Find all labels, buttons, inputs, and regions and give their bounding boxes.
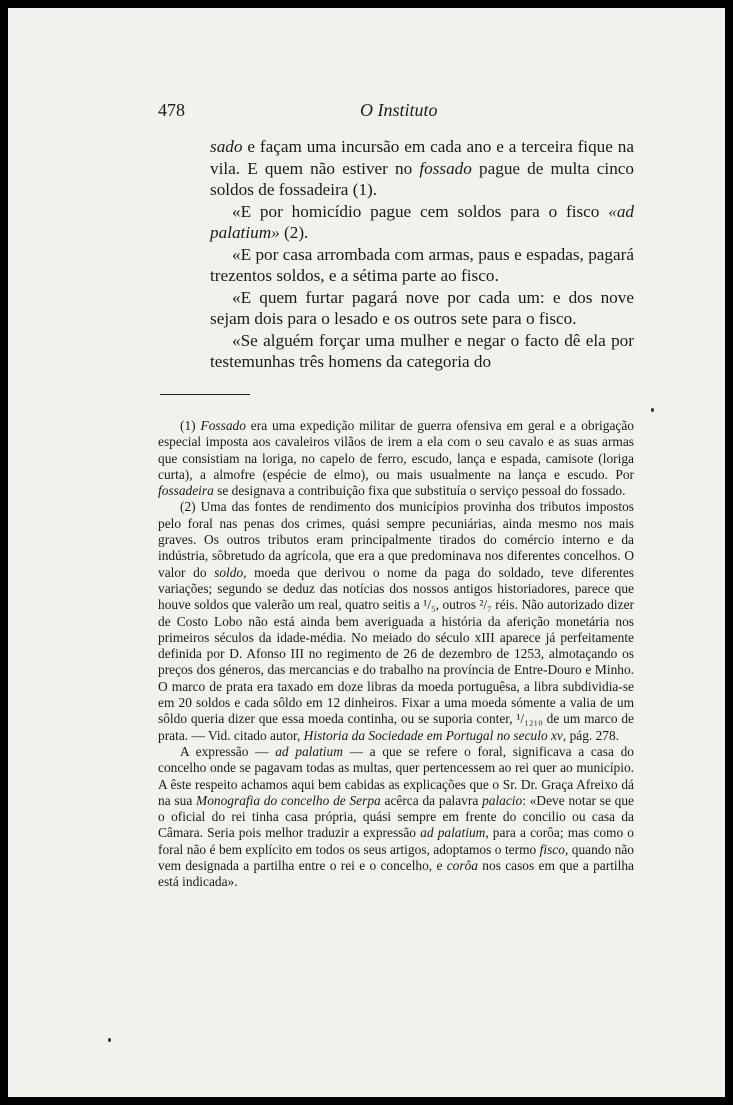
footnote-text: acêrca da palavra: [380, 792, 483, 808]
paragraph-5: «Se alguém forçar uma mulher e negar o facto dê ela por testemunhas três homens da categoria do: [210, 330, 634, 371]
page-header: [158, 100, 578, 124]
ink-speck: [108, 1038, 111, 1042]
italic-word: fisco,: [539, 841, 569, 857]
footnote-text: se designava a contribuição fixa que substituía o serviço pessoal do fossado.: [213, 483, 626, 499]
paragraph-3: «E por casa arrombada com armas, paus e espadas, pagará trezentos soldos, e a sétima parte ao fisco.: [210, 244, 634, 285]
paragraph-4: «E quem furtar pagará nove por cada um: e dos nove sejam dois para o lesado e os outros sete para o fisco.: [210, 287, 634, 328]
book-page: [8, 8, 725, 1097]
footnote-marker: (2): [180, 499, 201, 515]
page-number: 478: [158, 100, 185, 120]
footnote-text: era uma expedição militar de guerra ofensiva em geral e a obrigação especial imposta aos cavaleiros vilãos de irem a ela com o seu cavalo e as suas armas que consistiam na loriga, no capelo de ferro, escudo, lança e espada, camisote (loriga curta), a almofre (espécie de elmo), ou mais usualmente na lança e escudo. Por: [158, 418, 634, 482]
footnote-1: [158, 418, 634, 499]
footnote-text: : «Deve notar se que o oficial do rei tinha casa própria, quási sempre em frente do concilio ou casa da Câmara. Seria pois melhor traduzir a expressão: [158, 792, 635, 841]
italic-word: fossado: [419, 158, 472, 178]
italic-word: palacio: [482, 792, 523, 808]
paragraph-text: e façam uma incursão em cada ano e a terceira fique na vila. E quem não estiver no: [210, 137, 634, 178]
footnotes: [158, 418, 634, 891]
italic-title: Monografia do concelho de Serpa: [196, 792, 381, 808]
italic-phrase: ad palatium: [275, 743, 343, 759]
italic-word: fossadeira: [158, 483, 214, 499]
paragraph-text: (2).: [279, 223, 309, 242]
footnote-text: , pág. 278.: [562, 727, 620, 743]
italic-word: corôa: [446, 858, 478, 874]
paragraph-1: [210, 136, 634, 201]
footnote-text: quando não vem designada a partilha entre o rei e o concelho, e: [158, 841, 634, 874]
ink-speck: [651, 408, 654, 412]
running-title: O Instituto: [360, 100, 438, 120]
italic-phrase: «ad palatium»: [210, 201, 634, 242]
main-text: [210, 136, 634, 373]
italic-phrase: ad palatium: [420, 825, 486, 841]
italic-word: Fossado: [200, 418, 246, 433]
footnote-text: Uma das fontes de rendimento dos municípios provinha dos tributos impostos pelo foral nas penas dos crimes, quási sempre pecuniárias, ainda mesmo nos mais graves. Os outros tributos eram principalmente tirados do comércio interno e da indústria, sôbretudo da agrícola, que era a que predominava nos diferentes concelhos. O valor do: [158, 499, 634, 580]
footnote-2-continued: [158, 744, 634, 891]
paragraph-text: pague de multa cinco soldos de fossadeira (1).: [210, 158, 635, 199]
footnote-rule: [160, 394, 250, 395]
italic-title: Historia da Sociedade em Portugal no seculo xv: [303, 727, 563, 743]
footnote-text: A expressão —: [180, 743, 276, 759]
italic-word: sado: [210, 137, 243, 156]
italic-word: soldo,: [214, 564, 247, 580]
footnote-text: , para a corôa; mas como o foral não é bem explícito em todos os seus artigos, adoptamos o termo: [158, 825, 634, 857]
footnote-text: moeda que derivou o nome da paga do soldado, teve diferentes variações; segundo se deduz das notícias dos nossos antigos historiadores, parece que houve soldos que valerão um real, quatro seitis a ¹/₅, outros ²/₇ réis. Não autorizado dizer de Costo Lobo não está ainda bem averiguada a história da aferição monetária nos primeiros séculos da idade-média. No meiado do século xIII aparece já perfeitamente definida por D. Afonso III no regimento de 26 de dezembro de 1253, almotaçando os preços dos géneros, das mercancias e do trabalho na província de Entre-Douro e Minho. O marco de prata era taxado em doze libras da moeda portuguêsa, a libra subdividia-se em 20 soldos e cada sôldo em 12 dinheiros. Fixar a uma moeda sómente a valia de um sôldo queria dizer que essa moeda continha, ou se suporia conter, ¹/₁₂₁₀ de um marco de prata. — Vid. citado autor,: [158, 564, 634, 743]
paragraph-text: «E por homicídio pague cem soldos para o fisco: [232, 201, 609, 221]
footnote-text: — a que se refere o foral, significava a casa do concelho onde se pagavam todas as multas, quer pertencessem ao rei quer ao município. A êste respeito achamos aqui bem cabidas as explicações que o Sr. Dr. Graça Afreixo dá na sua: [158, 743, 634, 808]
paragraph-2: [210, 201, 634, 244]
footnote-text: nos casos em que a partilha está indicada».: [158, 858, 635, 890]
footnote-2: [158, 499, 634, 743]
footnote-marker: (1): [180, 418, 201, 433]
